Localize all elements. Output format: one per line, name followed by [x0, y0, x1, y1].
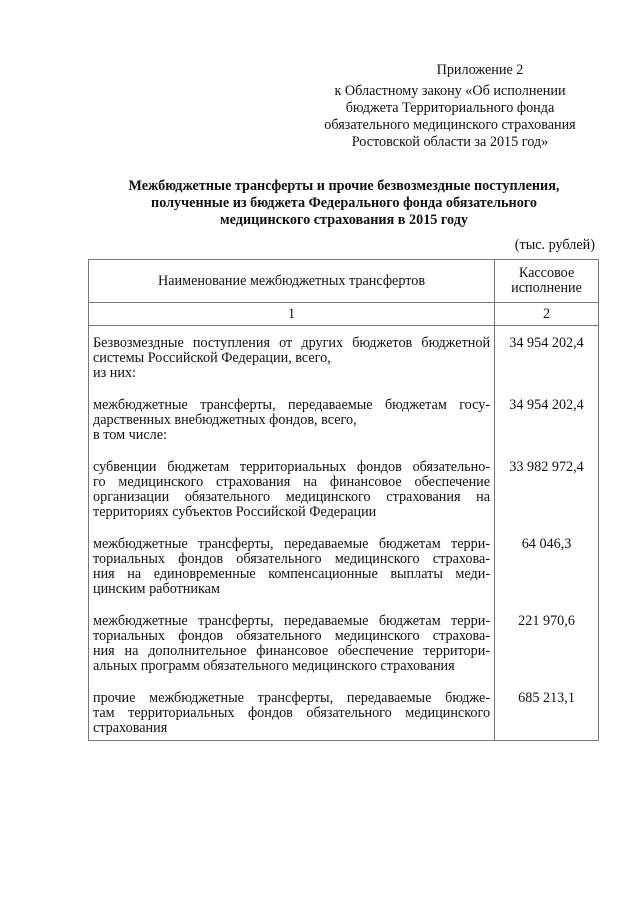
row-name-line: Безвозмездные поступления от других бюджетов бюджетной [93, 335, 491, 351]
row-value: 33 982 972,4 [495, 450, 599, 527]
row-name [89, 527, 495, 604]
appendix-line: бюджета Территориального фонда [345, 100, 555, 116]
table-row [89, 604, 599, 681]
header-value-line: исполнение [511, 280, 582, 296]
row-name-line: межбюджетные трансферты, передаваемые бюджетам госу- [93, 397, 491, 413]
row-name [89, 388, 495, 450]
column-number: 1 [89, 303, 495, 326]
appendix-line: обязательного медицинского страхования [324, 117, 576, 133]
appendix-line: к Областному закону «Об исполнении [334, 83, 566, 99]
row-name-line: цинским работникам [93, 581, 220, 597]
appendix-title: Приложение 2 [436, 62, 524, 78]
document-title-line: полученные из бюджета Федерального фонда обязательного [151, 195, 537, 211]
document-title-line: Межбюджетные трансферты и прочие безвозмездные поступления, [128, 178, 560, 194]
header-value-line: Кассовое [518, 265, 575, 281]
row-name-line: там территориальных фондов обязательного медицинского [93, 705, 491, 721]
row-value: 34 954 202,4 [495, 326, 599, 389]
row-name-line: субвенции бюджетам территориальных фондов обязательно- [93, 459, 491, 475]
row-name [89, 681, 495, 741]
row-name-line: ториальных фондов обязательного медицинского страхова- [93, 551, 491, 567]
row-name [89, 450, 495, 527]
row-name-line: территориях субъектов Российской Федерации [93, 504, 377, 520]
row-name-line: ния на единовременные компенсационные выплаты меди- [93, 566, 491, 582]
row-name-line: страхования [93, 720, 168, 736]
row-name-line: ториальных фондов обязательного медицинского страхова- [93, 628, 491, 644]
header-name: Наименование межбюджетных трансфертов [89, 260, 495, 303]
column-number: 2 [495, 303, 599, 326]
document-title [78, 178, 610, 229]
row-value: 221 970,6 [495, 604, 599, 681]
appendix-line: Ростовской области за 2015 год» [351, 134, 549, 150]
row-name-line: из них: [93, 365, 136, 381]
row-name-line: дарственных внебюджетных фондов, всего, [93, 412, 357, 428]
row-value: 64 046,3 [495, 527, 599, 604]
row-value: 34 954 202,4 [495, 388, 599, 450]
row-name-line: межбюджетные трансферты, передаваемые бюджетам терри- [93, 536, 491, 552]
row-value: 685 213,1 [495, 681, 599, 741]
appendix-block [300, 62, 600, 151]
row-name-line: в том числе: [93, 427, 167, 443]
transfers-table [88, 259, 599, 741]
column-number-row [89, 303, 599, 326]
units-label: (тыс. рублей) [514, 237, 595, 253]
row-name-line: ния на дополнительное финансовое обеспечение территори- [93, 643, 491, 659]
table-row [89, 450, 599, 527]
table-row [89, 681, 599, 741]
row-name-line: межбюджетные трансферты, передаваемые бюджетам терри- [93, 613, 491, 629]
row-name-line: организации обязательного медицинского страхования на [93, 489, 491, 505]
document-title-line: медицинского страхования в 2015 году [220, 212, 468, 228]
row-name [89, 326, 495, 389]
row-name [89, 604, 495, 681]
table-row [89, 527, 599, 604]
row-name-line: системы Российской Федерации, всего, [93, 350, 331, 366]
row-name-line: альных программ обязательного медицинского страхования [93, 658, 455, 674]
row-name-line: прочие межбюджетные трансферты, передаваемые бюдже- [93, 690, 491, 706]
table-header-row [89, 260, 599, 303]
row-name-line: го медицинского страхования на финансовое обеспечение [93, 474, 491, 490]
table-row [89, 326, 599, 389]
table-row [89, 388, 599, 450]
header-value [495, 260, 599, 303]
